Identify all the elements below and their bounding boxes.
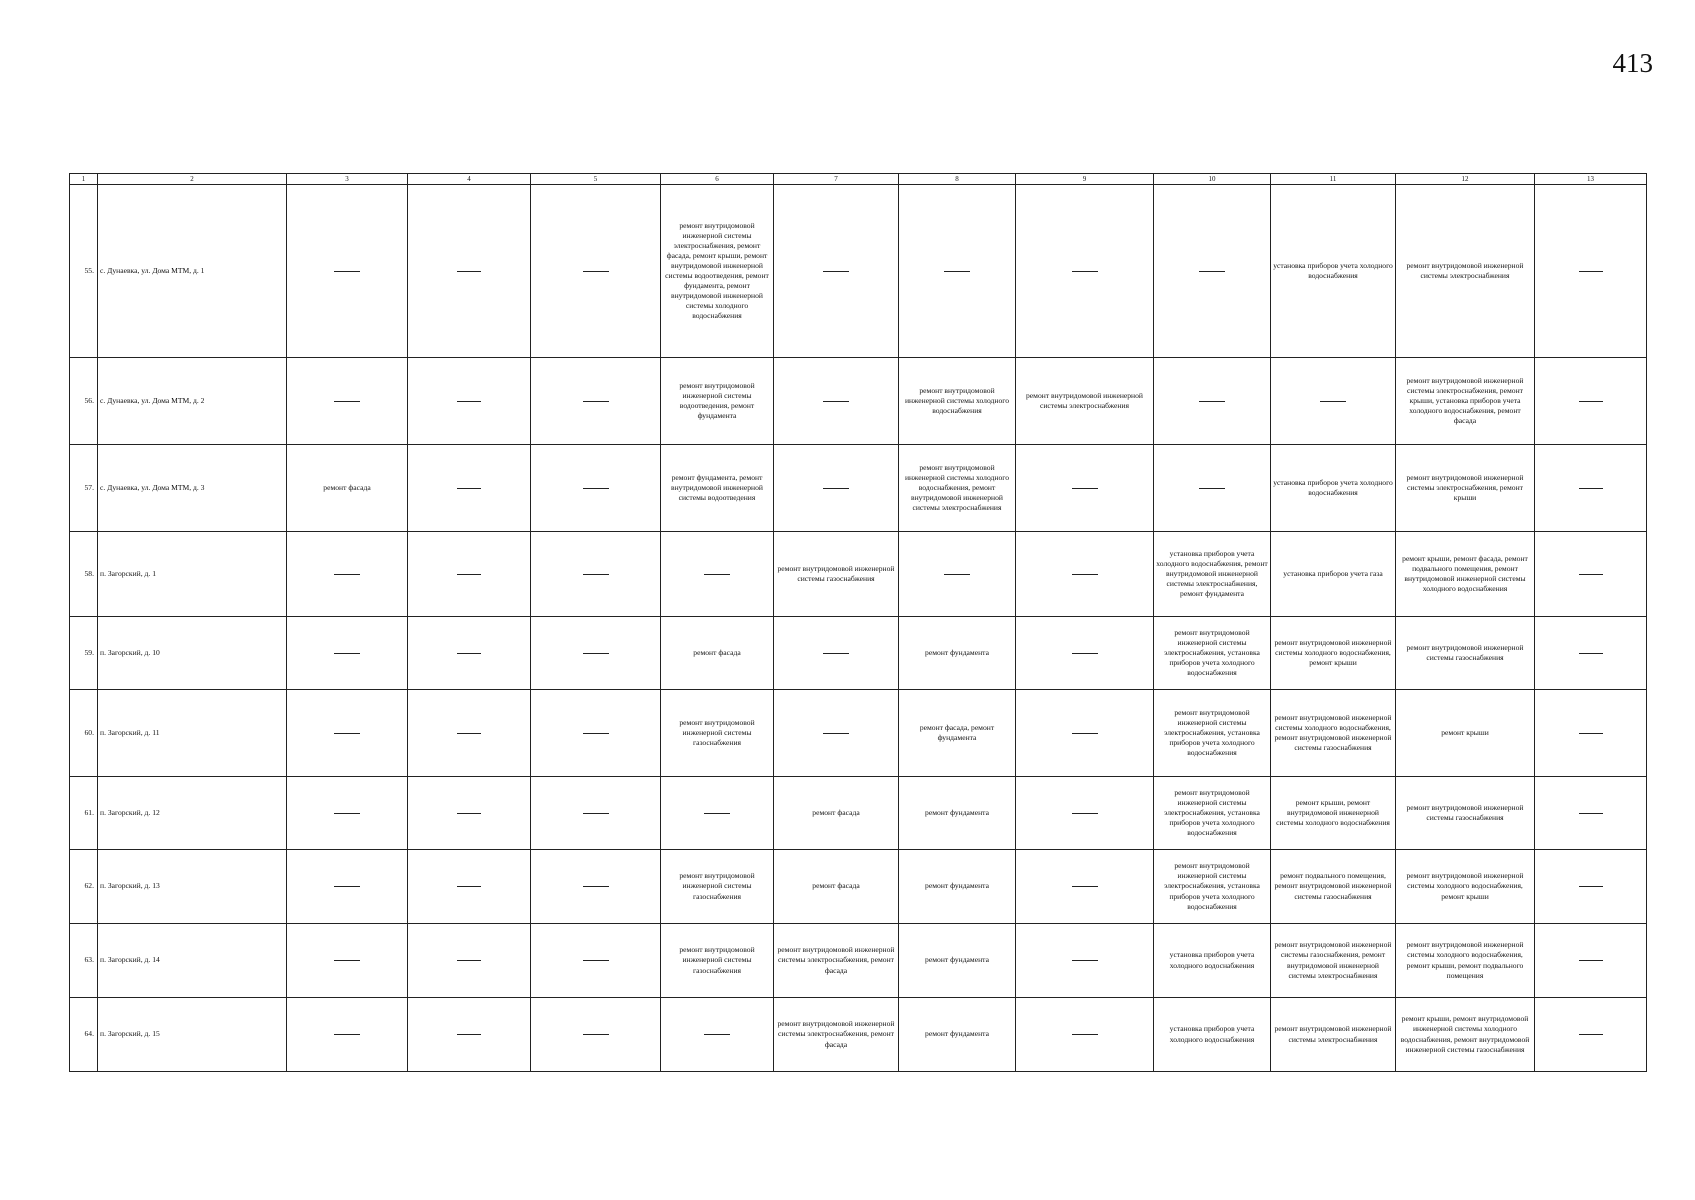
empty-cell: [774, 445, 899, 532]
empty-cell: [531, 924, 661, 998]
empty-cell: [1016, 998, 1154, 1072]
dash-mark: [1072, 813, 1098, 814]
column-number-cell: 2: [98, 174, 287, 185]
table-row: [70, 445, 1647, 532]
dash-mark: [457, 1034, 481, 1035]
work-type-cell: ремонт фундамента: [899, 617, 1016, 690]
work-type-cell: ремонт внутридомовой инженерной системы холодного водоснабжения: [899, 358, 1016, 445]
dash-mark: [1579, 574, 1603, 575]
empty-cell: [531, 777, 661, 850]
dash-mark: [457, 271, 481, 272]
dash-mark: [1320, 401, 1346, 402]
work-type-cell: ремонт фундамента: [899, 924, 1016, 998]
empty-cell: [1535, 690, 1647, 777]
table-row: [70, 358, 1647, 445]
dash-mark: [457, 653, 481, 654]
work-type-cell: установка приборов учета холодного водоснабжения: [1154, 924, 1271, 998]
address-cell: п. Загорский, д. 14: [98, 924, 287, 998]
work-type-cell: ремонт внутридомовой инженерной системы холодного водоснабжения, ремонт внутридомовой инженерной системы газоснабжения: [1271, 690, 1396, 777]
empty-cell: [661, 777, 774, 850]
table-row: [70, 777, 1647, 850]
column-number-cell: 7: [774, 174, 899, 185]
dash-mark: [1072, 488, 1098, 489]
work-type-cell: ремонт внутридомовой инженерной системы электроснабжения, ремонт фасада: [774, 998, 899, 1072]
dash-mark: [457, 960, 481, 961]
work-type-cell: ремонт крыши, ремонт внутридомовой инженерной системы холодного водоснабжения, ремонт внутридомовой инженерной системы газоснабжения: [1396, 998, 1535, 1072]
empty-cell: [408, 445, 531, 532]
work-type-cell: ремонт фасада: [287, 445, 408, 532]
empty-cell: [287, 690, 408, 777]
address-cell: с. Дунаевка, ул. Дома МТМ, д. 1: [98, 185, 287, 358]
work-type-cell: ремонт фасада, ремонт фундамента: [899, 690, 1016, 777]
empty-cell: [1535, 617, 1647, 690]
work-type-cell: ремонт крыши, ремонт фасада, ремонт подвального помещения, ремонт внутридомовой инженерной системы холодного водоснабжения: [1396, 532, 1535, 617]
row-number-cell: 57.: [70, 445, 98, 532]
row-number-cell: 61.: [70, 777, 98, 850]
dash-mark: [583, 271, 609, 272]
address-cell: п. Загорский, д. 11: [98, 690, 287, 777]
empty-cell: [408, 690, 531, 777]
empty-cell: [531, 185, 661, 358]
dash-mark: [1072, 733, 1098, 734]
work-type-cell: установка приборов учета газа: [1271, 532, 1396, 617]
empty-cell: [1271, 358, 1396, 445]
work-type-cell: ремонт внутридомовой инженерной системы газоснабжения: [661, 690, 774, 777]
work-type-cell: ремонт внутридомовой инженерной системы электроснабжения, установка приборов учета холодного водоснабжения: [1154, 777, 1271, 850]
empty-cell: [1535, 185, 1647, 358]
empty-cell: [1016, 924, 1154, 998]
empty-cell: [408, 998, 531, 1072]
dash-mark: [334, 574, 360, 575]
work-type-cell: ремонт фундамента: [899, 777, 1016, 850]
row-number-cell: 55.: [70, 185, 98, 358]
column-number-row: [70, 174, 1647, 185]
dash-mark: [583, 733, 609, 734]
dash-mark: [1072, 1034, 1098, 1035]
work-type-cell: ремонт внутридомовой инженерной системы газоснабжения: [774, 532, 899, 617]
empty-cell: [287, 617, 408, 690]
dash-mark: [334, 653, 360, 654]
dash-mark: [704, 813, 730, 814]
work-type-cell: ремонт внутридомовой инженерной системы электроснабжения, установка приборов учета холодного водоснабжения: [1154, 617, 1271, 690]
row-number-cell: 56.: [70, 358, 98, 445]
row-number-cell: 58.: [70, 532, 98, 617]
empty-cell: [1535, 532, 1647, 617]
column-number-cell: 8: [899, 174, 1016, 185]
empty-cell: [1016, 185, 1154, 358]
work-type-cell: ремонт крыши: [1396, 690, 1535, 777]
column-number-cell: 13: [1535, 174, 1647, 185]
table-row: [70, 617, 1647, 690]
work-type-cell: ремонт внутридомовой инженерной системы электроснабжения: [1271, 998, 1396, 1072]
dash-mark: [944, 271, 970, 272]
row-number-cell: 62.: [70, 850, 98, 924]
work-type-cell: ремонт фундамента, ремонт внутридомовой инженерной системы водоотведения: [661, 445, 774, 532]
work-type-cell: ремонт внутридомовой инженерной системы электроснабжения, ремонт фасада, ремонт крыши, ремонт внутридомовой инженерной системы водоотведения, ремонт фундамента, ремонт внутридомовой инженерной системы холодного водоснабжения: [661, 185, 774, 358]
dash-mark: [457, 813, 481, 814]
dash-mark: [334, 886, 360, 887]
dash-mark: [583, 401, 609, 402]
dash-mark: [1072, 886, 1098, 887]
column-number-cell: 6: [661, 174, 774, 185]
table-row: [70, 998, 1647, 1072]
empty-cell: [408, 850, 531, 924]
empty-cell: [1154, 358, 1271, 445]
empty-cell: [287, 998, 408, 1072]
empty-cell: [1016, 617, 1154, 690]
empty-cell: [1535, 850, 1647, 924]
work-type-cell: ремонт внутридомовой инженерной системы газоснабжения: [1396, 777, 1535, 850]
dash-mark: [944, 574, 970, 575]
dash-mark: [1579, 733, 1603, 734]
work-type-cell: ремонт внутридомовой инженерной системы электроснабжения, установка приборов учета холодного водоснабжения: [1154, 690, 1271, 777]
dash-mark: [704, 1034, 730, 1035]
repair-schedule-table: [69, 173, 1647, 1072]
work-type-cell: ремонт фундамента: [899, 998, 1016, 1072]
dash-mark: [583, 488, 609, 489]
dash-mark: [334, 1034, 360, 1035]
dash-mark: [334, 733, 360, 734]
empty-cell: [287, 358, 408, 445]
dash-mark: [1579, 653, 1603, 654]
address-cell: с. Дунаевка, ул. Дома МТМ, д. 2: [98, 358, 287, 445]
empty-cell: [531, 998, 661, 1072]
empty-cell: [1016, 777, 1154, 850]
dash-mark: [1579, 1034, 1603, 1035]
dash-mark: [823, 401, 849, 402]
work-type-cell: ремонт внутридомовой инженерной системы холодного водоснабжения, ремонт крыши: [1396, 850, 1535, 924]
work-type-cell: ремонт подвального помещения, ремонт внутридомовой инженерной системы газоснабжения: [1271, 850, 1396, 924]
dash-mark: [1579, 813, 1603, 814]
work-type-cell: установка приборов учета холодного водоснабжения, ремонт внутридомовой инженерной системы электроснабжения, ремонт фундамента: [1154, 532, 1271, 617]
empty-cell: [287, 924, 408, 998]
empty-cell: [1016, 445, 1154, 532]
work-type-cell: ремонт внутридомовой инженерной системы электроснабжения, ремонт крыши: [1396, 445, 1535, 532]
empty-cell: [1535, 445, 1647, 532]
empty-cell: [408, 185, 531, 358]
work-type-cell: ремонт внутридомовой инженерной системы электроснабжения, установка приборов учета холодного водоснабжения: [1154, 850, 1271, 924]
dash-mark: [823, 271, 849, 272]
address-cell: п. Загорский, д. 13: [98, 850, 287, 924]
empty-cell: [408, 777, 531, 850]
dash-mark: [1579, 886, 1603, 887]
empty-cell: [531, 445, 661, 532]
empty-cell: [1016, 690, 1154, 777]
column-number-cell: 10: [1154, 174, 1271, 185]
row-number-cell: 60.: [70, 690, 98, 777]
dash-mark: [1072, 574, 1098, 575]
empty-cell: [1154, 445, 1271, 532]
empty-cell: [1154, 185, 1271, 358]
empty-cell: [899, 185, 1016, 358]
column-number-cell: 9: [1016, 174, 1154, 185]
dash-mark: [704, 574, 730, 575]
empty-cell: [1535, 998, 1647, 1072]
row-number-cell: 63.: [70, 924, 98, 998]
work-type-cell: ремонт внутридомовой инженерной системы газоснабжения: [661, 924, 774, 998]
dash-mark: [334, 960, 360, 961]
dash-mark: [823, 653, 849, 654]
empty-cell: [1016, 532, 1154, 617]
dash-mark: [1072, 653, 1098, 654]
empty-cell: [408, 924, 531, 998]
table-row: [70, 532, 1647, 617]
empty-cell: [531, 690, 661, 777]
empty-cell: [531, 617, 661, 690]
empty-cell: [661, 532, 774, 617]
table-row: [70, 690, 1647, 777]
work-type-cell: ремонт фундамента: [899, 850, 1016, 924]
empty-cell: [1535, 358, 1647, 445]
address-cell: п. Загорский, д. 1: [98, 532, 287, 617]
work-type-cell: ремонт внутридомовой инженерной системы электроснабжения: [1396, 185, 1535, 358]
empty-cell: [531, 532, 661, 617]
dash-mark: [1579, 401, 1603, 402]
work-type-cell: ремонт внутридомовой инженерной системы водоотведения, ремонт фундамента: [661, 358, 774, 445]
empty-cell: [408, 532, 531, 617]
empty-cell: [408, 358, 531, 445]
address-cell: п. Загорский, д. 12: [98, 777, 287, 850]
empty-cell: [287, 185, 408, 358]
empty-cell: [774, 358, 899, 445]
column-number-cell: 12: [1396, 174, 1535, 185]
dash-mark: [457, 733, 481, 734]
empty-cell: [531, 850, 661, 924]
address-cell: п. Загорский, д. 10: [98, 617, 287, 690]
work-type-cell: ремонт внутридомовой инженерной системы холодного водоснабжения, ремонт крыши: [1271, 617, 1396, 690]
dash-mark: [583, 886, 609, 887]
dash-mark: [1579, 488, 1603, 489]
dash-mark: [1199, 271, 1225, 272]
empty-cell: [1535, 924, 1647, 998]
dash-mark: [823, 488, 849, 489]
empty-cell: [661, 998, 774, 1072]
table-body: [70, 174, 1647, 1072]
empty-cell: [1016, 850, 1154, 924]
dash-mark: [823, 733, 849, 734]
work-type-cell: ремонт внутридомовой инженерной системы холодного водоснабжения, ремонт внутридомовой инженерной системы электроснабжения: [899, 445, 1016, 532]
work-type-cell: ремонт внутридомовой инженерной системы электроснабжения, ремонт крыши, установка приборов учета холодного водоснабжения, ремонт фасада: [1396, 358, 1535, 445]
row-number-cell: 59.: [70, 617, 98, 690]
empty-cell: [774, 617, 899, 690]
work-type-cell: установка приборов учета холодного водоснабжения: [1154, 998, 1271, 1072]
dash-mark: [583, 574, 609, 575]
work-type-cell: ремонт внутридомовой инженерной системы электроснабжения: [1016, 358, 1154, 445]
dash-mark: [583, 1034, 609, 1035]
dash-mark: [457, 401, 481, 402]
table-row: [70, 924, 1647, 998]
dash-mark: [334, 813, 360, 814]
address-cell: с. Дунаевка, ул. Дома МТМ, д. 3: [98, 445, 287, 532]
work-type-cell: ремонт крыши, ремонт внутридомовой инженерной системы холодного водоснабжения: [1271, 777, 1396, 850]
dash-mark: [1579, 271, 1603, 272]
work-type-cell: ремонт фасада: [661, 617, 774, 690]
dash-mark: [1579, 960, 1603, 961]
column-number-cell: 4: [408, 174, 531, 185]
empty-cell: [774, 185, 899, 358]
empty-cell: [287, 850, 408, 924]
work-type-cell: ремонт фасада: [774, 850, 899, 924]
dash-mark: [583, 960, 609, 961]
column-number-cell: 5: [531, 174, 661, 185]
dash-mark: [457, 488, 481, 489]
work-type-cell: ремонт внутридомовой инженерной системы газоснабжения, ремонт внутридомовой инженерной системы электроснабжения: [1271, 924, 1396, 998]
page-number: 413: [1612, 48, 1653, 78]
work-type-cell: установка приборов учета холодного водоснабжения: [1271, 445, 1396, 532]
work-type-cell: ремонт внутридомовой инженерной системы газоснабжения: [661, 850, 774, 924]
work-type-cell: ремонт внутридомовой инженерной системы холодного водоснабжения, ремонт крыши, ремонт подвального помещения: [1396, 924, 1535, 998]
work-type-cell: ремонт фасада: [774, 777, 899, 850]
dash-mark: [334, 271, 360, 272]
column-number-cell: 1: [70, 174, 98, 185]
work-type-cell: ремонт внутридомовой инженерной системы электроснабжения, ремонт фасада: [774, 924, 899, 998]
column-number-cell: 3: [287, 174, 408, 185]
dash-mark: [583, 813, 609, 814]
dash-mark: [1199, 401, 1225, 402]
empty-cell: [408, 617, 531, 690]
empty-cell: [287, 532, 408, 617]
dash-mark: [1072, 271, 1098, 272]
empty-cell: [899, 532, 1016, 617]
work-type-cell: установка приборов учета холодного водоснабжения: [1271, 185, 1396, 358]
dash-mark: [1199, 488, 1225, 489]
table-row: [70, 185, 1647, 358]
table-row: [70, 850, 1647, 924]
column-number-cell: 11: [1271, 174, 1396, 185]
dash-mark: [457, 574, 481, 575]
dash-mark: [334, 401, 360, 402]
empty-cell: [774, 690, 899, 777]
work-type-cell: ремонт внутридомовой инженерной системы газоснабжения: [1396, 617, 1535, 690]
dash-mark: [457, 886, 481, 887]
empty-cell: [1535, 777, 1647, 850]
address-cell: п. Загорский, д. 15: [98, 998, 287, 1072]
dash-mark: [583, 653, 609, 654]
row-number-cell: 64.: [70, 998, 98, 1072]
empty-cell: [531, 358, 661, 445]
dash-mark: [1072, 960, 1098, 961]
empty-cell: [287, 777, 408, 850]
